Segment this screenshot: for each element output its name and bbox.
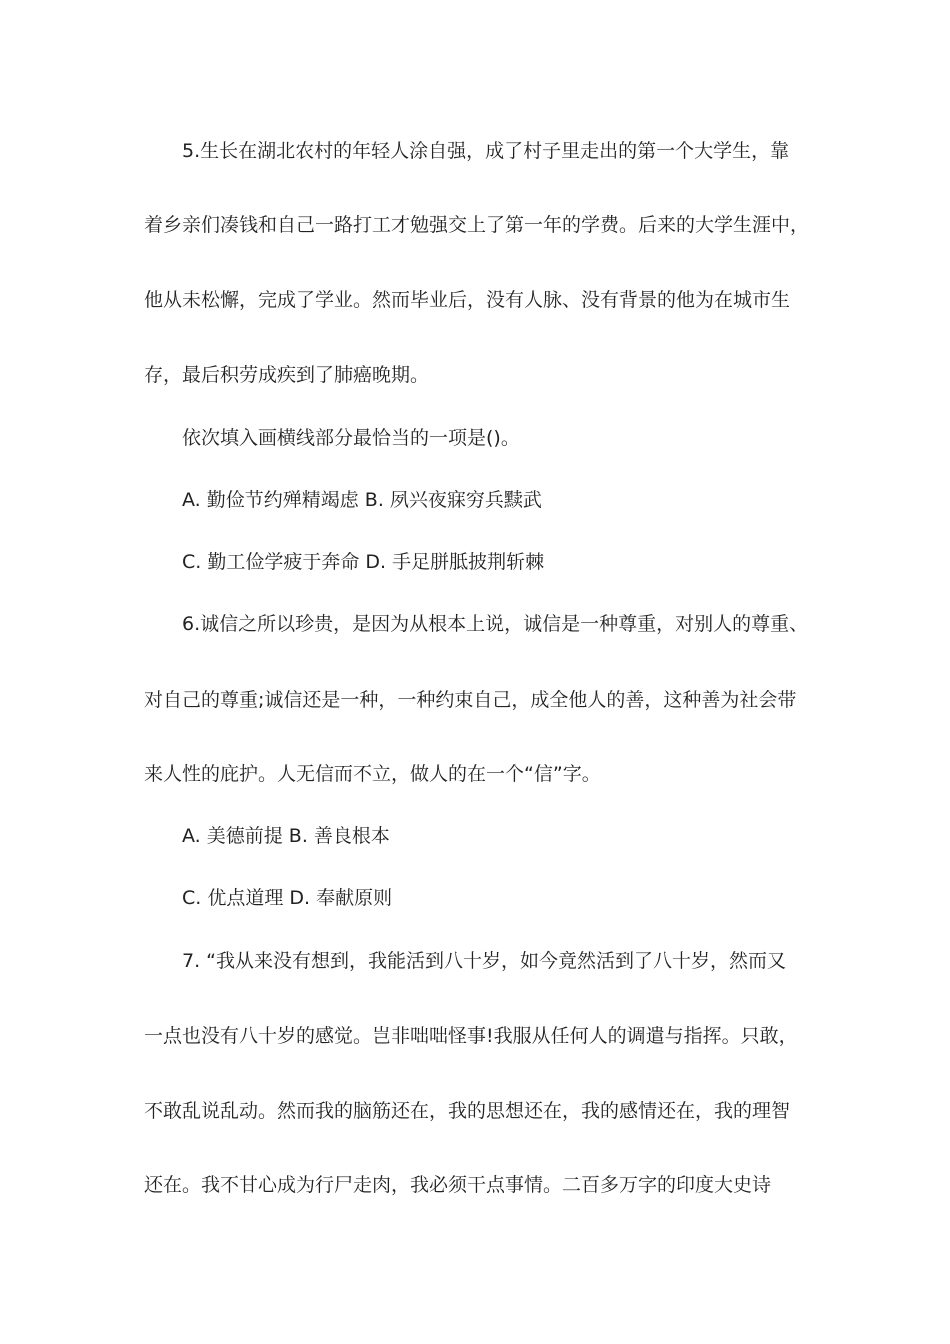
q6-text-line-2: 对自己的尊重;诚信还是一种，一种约束自己，成全他人的善，这种善为社会带 [144,689,797,711]
q5-options-ab: A. 勤俭节约殚精竭虑 B. 夙兴夜寐穷兵黩武 [182,489,542,511]
q5-text-line-2: 着乡亲们凑钱和自己一路打工才勉强交上了第一年的学费。后来的大学生涯中， [144,214,810,236]
q5-text-line-4: 存，最后积劳成疾到了肺癌晚期。 [144,364,430,386]
q7-text-line-4: 还在。我不甘心成为行尸走肉，我必须干点事情。二百多万字的印度大史诗 [144,1174,772,1196]
q5-options-cd: C. 勤工俭学疲于奔命 D. 手足胼胝披荆斩棘 [182,551,545,573]
q6-options-cd: C. 优点道理 D. 奉献原则 [182,887,393,909]
q5-text-line-1: 5.生长在湖北农村的年轻人涂自强，成了村子里走出的第一个大学生，靠 [182,140,790,162]
q6-options-ab: A. 美德前提 B. 善良根本 [182,825,390,847]
q5-instruction: 依次填入画横线部分最恰当的一项是()。 [182,427,520,449]
q7-text-line-1: 7. “我从来没有想到，我能活到八十岁，如今竟然活到了八十岁，然而又 [182,950,787,972]
q5-text-line-3: 他从未松懈，完成了学业。然而毕业后，没有人脉、没有背景的他为在城市生 [144,289,791,311]
q6-text-line-1: 6.诚信之所以珍贵，是因为从根本上说，诚信是一种尊重，对别人的尊重、 [182,613,809,635]
q7-text-line-3: 不敢乱说乱动。然而我的脑筋还在，我的思想还在，我的感情还在，我的理智 [144,1100,791,1122]
q7-text-line-2: 一点也没有八十岁的感觉。岂非咄咄怪事!我服从任何人的调遣与指挥。只敢， [144,1025,798,1047]
q6-text-line-3: 来人性的庇护。人无信而不立，做人的在一个“信”字。 [144,763,601,785]
